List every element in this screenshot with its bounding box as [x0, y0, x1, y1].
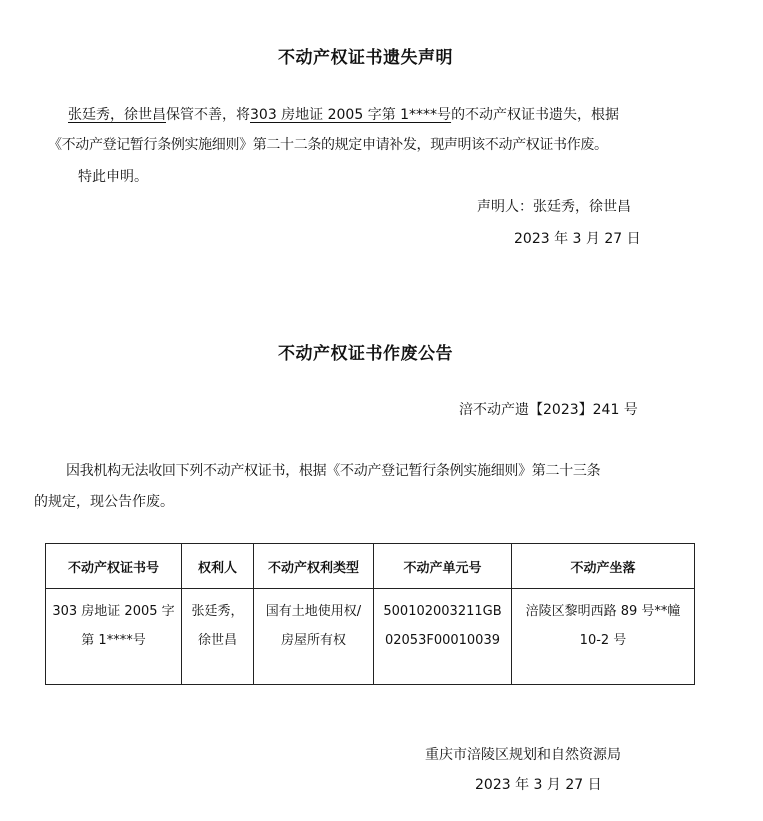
- table-row: [46, 589, 695, 685]
- table-header-row: [46, 544, 695, 589]
- table-header-cert-no: 不动产权证书号: [46, 544, 182, 589]
- table-header-right-type: 不动产权利类型: [254, 544, 374, 589]
- unit-no-line-2: 02053F00010039: [384, 633, 500, 648]
- void-certificate-table: [45, 543, 695, 685]
- announcement-body-line-2: 的规定，现公告作废。: [34, 494, 174, 510]
- declaration-line-1-mid: 保管不善，将: [166, 107, 250, 123]
- declaration-line-2: 《不动产登记暂行条例实施细则》第二十二条的规定申请补发，现声明该不动产权证书作废。: [48, 137, 608, 153]
- right-type-line-2: 房屋所有权: [280, 633, 346, 648]
- right-type-line-1: 国有土地使用权/: [265, 604, 362, 619]
- declaration-date: 2023 年 3 月 27 日: [514, 231, 641, 247]
- cell-unit-no: [374, 589, 512, 685]
- declaration-line-3: 特此申明。: [78, 169, 148, 185]
- declaration-line-1: [68, 104, 619, 124]
- cell-holder: [182, 589, 254, 685]
- table-header-location: 不动产坐落: [512, 544, 695, 589]
- holder-line-2: 徐世昌: [197, 633, 237, 648]
- announcement-date: 2023 年 3 月 27 日: [475, 777, 602, 793]
- announcement-doc-number: 涪不动产遗【2023】241 号: [459, 402, 638, 418]
- issuer: 重庆市涪陵区规划和自然资源局: [425, 747, 621, 763]
- cell-cert-no: [46, 589, 182, 685]
- table-header-unit-no: 不动产单元号: [374, 544, 512, 589]
- location-line-1: 涪陵区黎明西路 89 号**幢: [525, 604, 681, 619]
- announcement-title: 不动产权证书作废公告: [278, 344, 453, 364]
- table-header-holder: 权利人: [182, 544, 254, 589]
- cell-right-type: [254, 589, 374, 685]
- cell-location: [512, 589, 695, 685]
- holder-line-1: 张廷秀，: [191, 604, 244, 619]
- unit-no-line-1: 500102003211GB: [383, 604, 502, 619]
- declaration-cert-number: 303 房地证 2005 字第 1****号: [250, 107, 452, 123]
- cert-no-line-2: 第 1****号: [81, 633, 146, 648]
- cert-no-line-1: 303 房地证 2005 字: [52, 604, 175, 619]
- declarant: 声明人：张廷秀，徐世昌: [477, 199, 631, 215]
- declaration-line-1-end: 的不动产权证书遗失，根据: [451, 107, 620, 123]
- location-line-2: 10-2 号: [579, 633, 627, 648]
- declaration-title: 不动产权证书遗失声明: [278, 48, 453, 68]
- declaration-holders: 张廷秀，徐世昌: [68, 107, 166, 123]
- announcement-body-line-1: 因我机构无法收回下列不动产权证书，根据《不动产登记暂行条例实施细则》第二十三条: [66, 463, 601, 479]
